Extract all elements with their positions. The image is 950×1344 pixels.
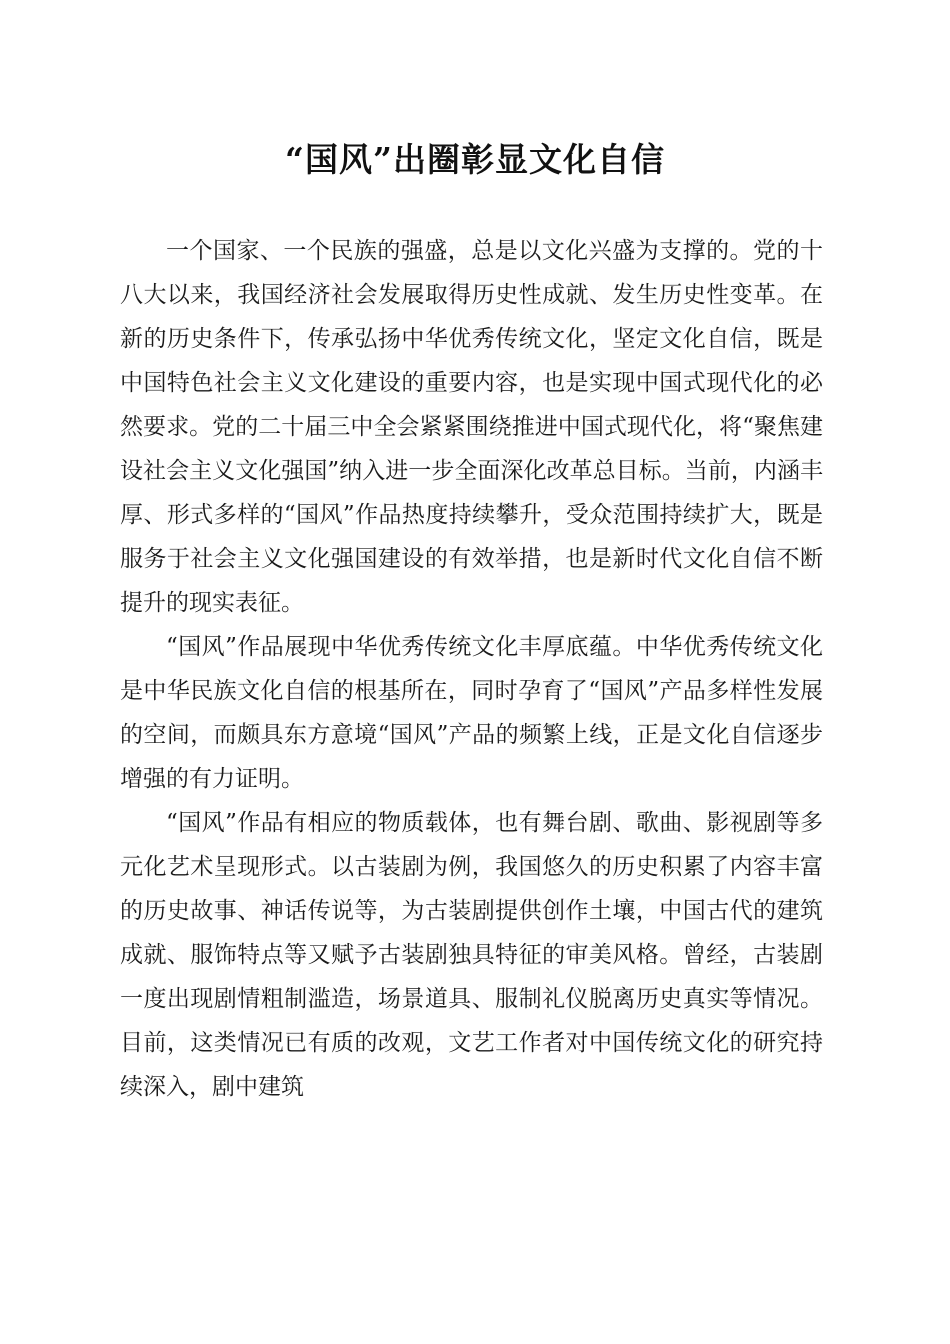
paragraph-3: “国风”作品有相应的物质载体，也有舞台剧、歌曲、影视剧等多元化艺术呈现形式。以古装剧为例，我国悠久的历史积累了内容丰富的历史故事、神话传说等，为古装剧提供创作土壤，中国古代的建筑成就、服饰特点等又赋予古装剧独具特征的审美风格。曾经，古装剧一度出现剧情粗制滥造，场景道具、服制礼仪脱离历史真实等情况。目前，这类情况已有质的改观，文艺工作者对中国传统文化的研究持续深入，剧中建筑 <box>120 810 823 1100</box>
document-title: “国风”出圈彰显文化自信 <box>285 140 665 179</box>
paragraph-2: “国风”作品展现中华优秀传统文化丰厚底蕴。中华优秀传统文化是中华民族文化自信的根基所在，同时孕育了“国风”产品多样性发展的空间，而颇具东方意境“国风”产品的频繁上线，正是文化自信逐步增强的有力证明。 <box>120 634 823 792</box>
document-body <box>120 229 823 1109</box>
paragraph-1: 一个国家、一个民族的强盛，总是以文化兴盛为支撑的。党的十八大以来，我国经济社会发展取得历史性成就、发生历史性变革。在新的历史条件下，传承弘扬中华优秀传统文化，坚定文化自信，既是中国特色社会主义文化建设的重要内容，也是实现中国式现代化的必然要求。党的二十届三中全会紧紧围绕推进中国式现代化，将“聚焦建设社会主义文化强国”纳入进一步全面深化改革总目标。当前，内涵丰厚、形式多样的“国风”作品热度持续攀升，受众范围持续扩大，既是服务于社会主义文化强国建设的有效举措，也是新时代文化自信不断提升的现实表征。 <box>120 238 823 616</box>
